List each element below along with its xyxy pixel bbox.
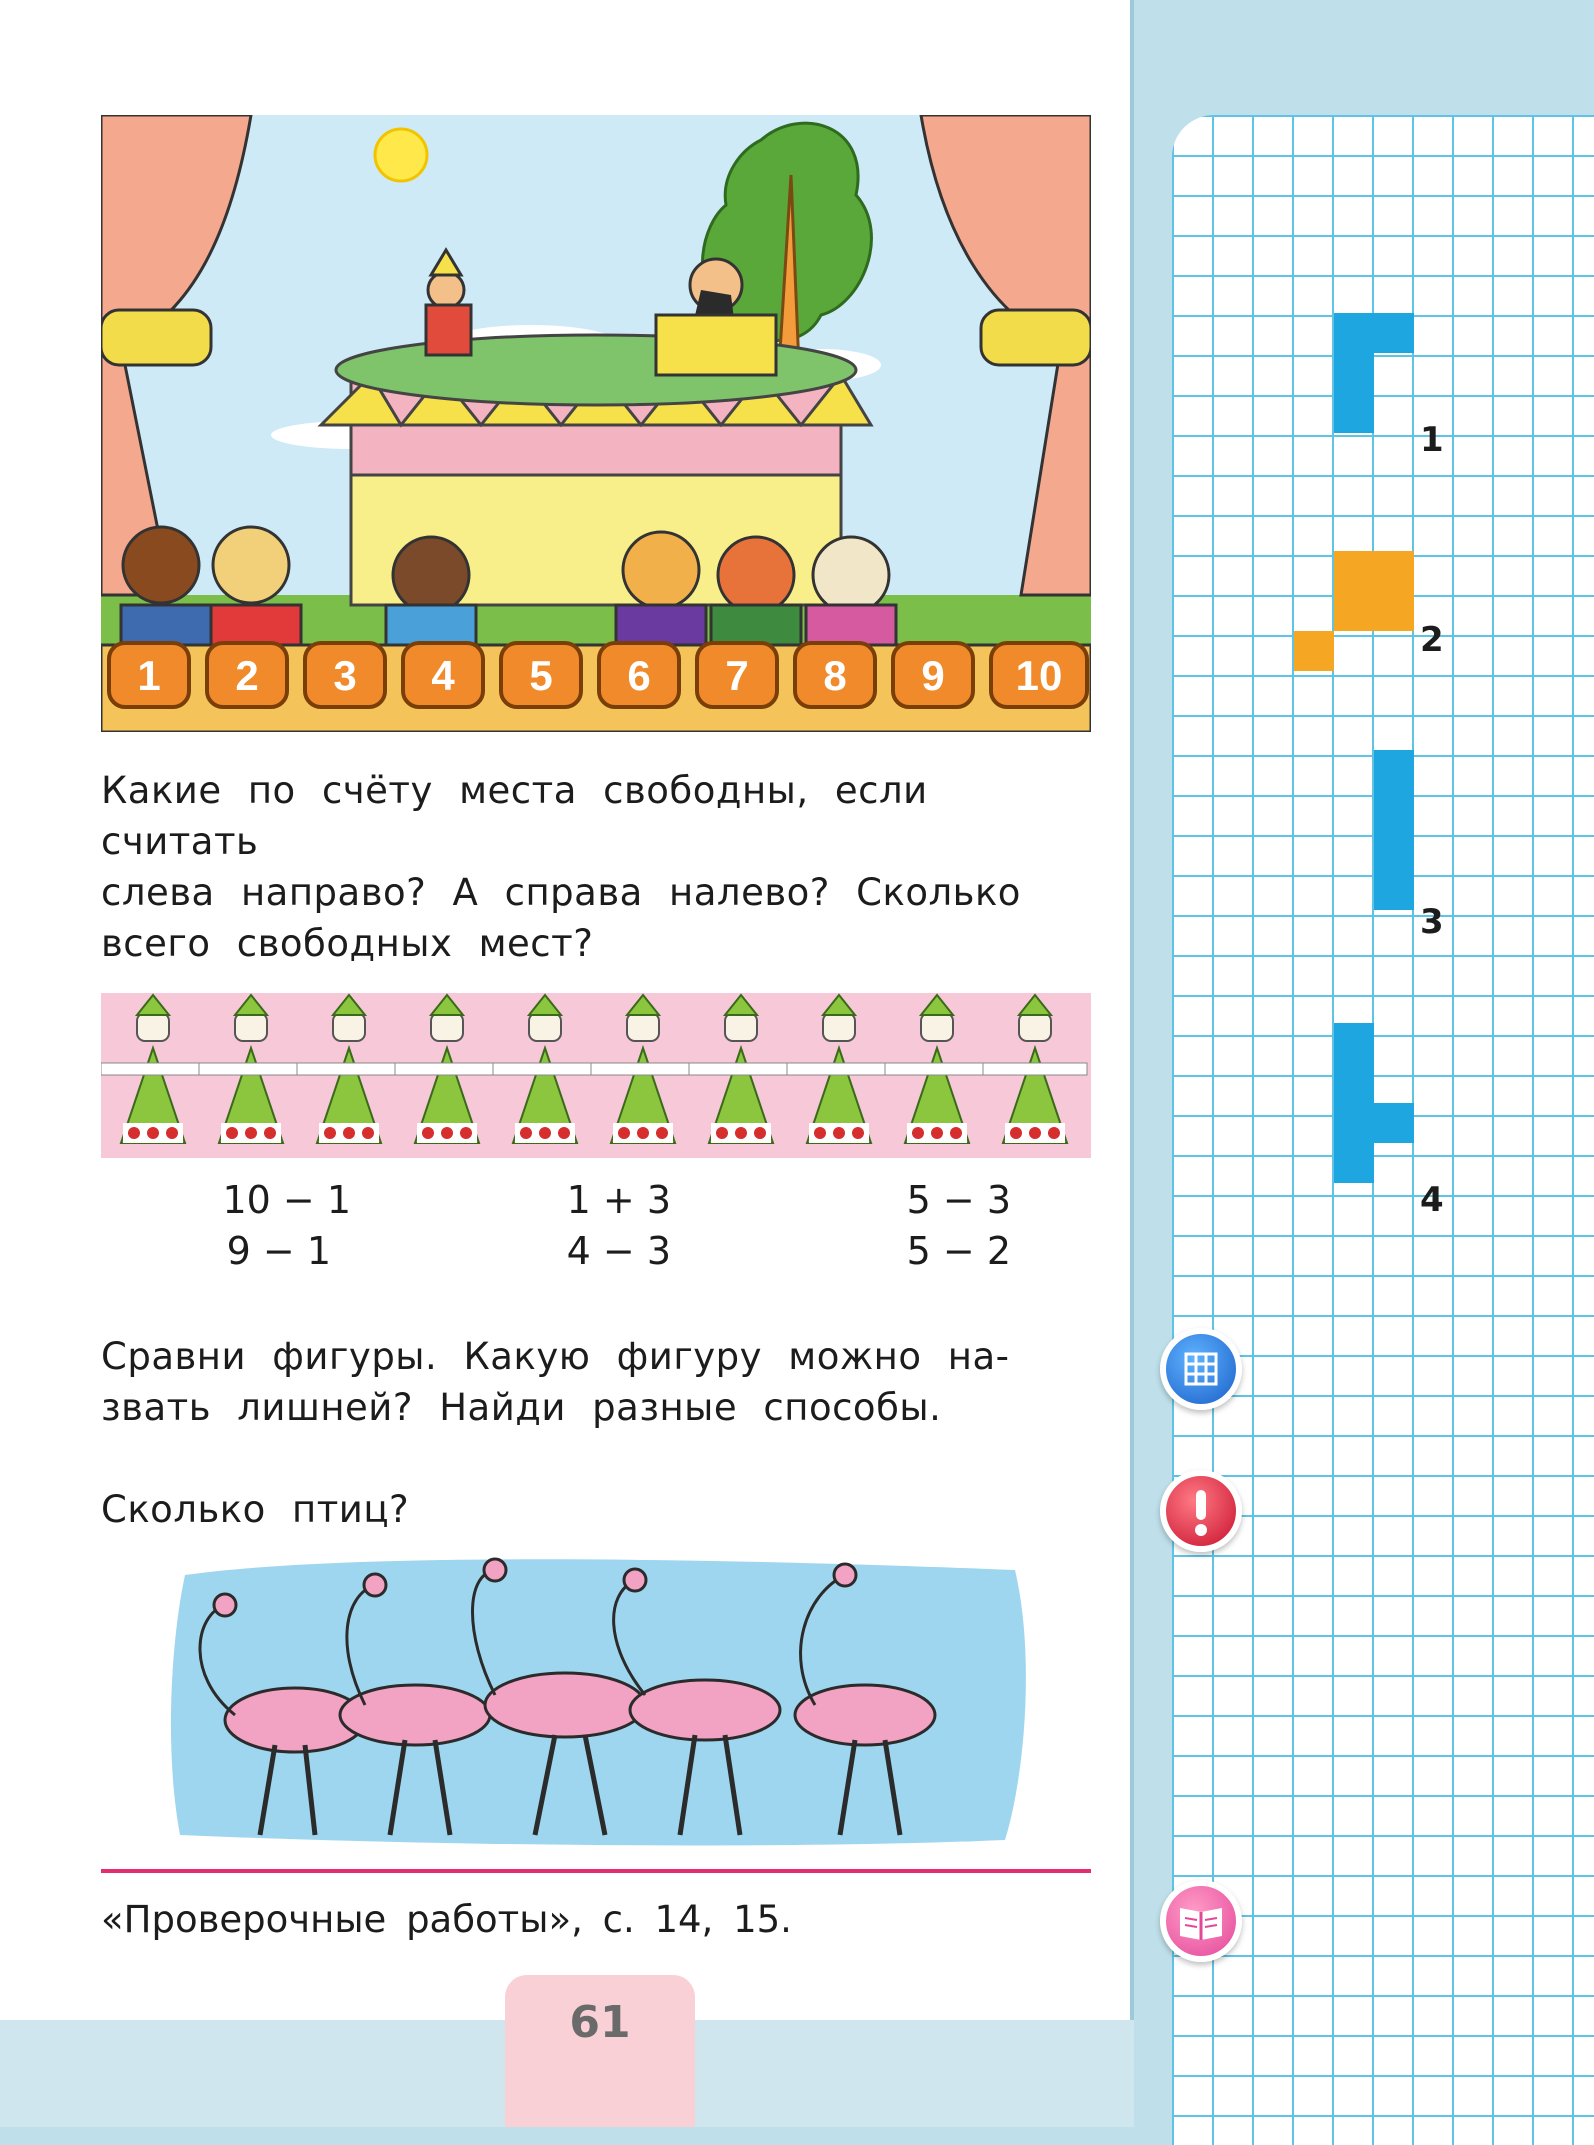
seat-plaque xyxy=(991,643,1087,707)
seat-plaque xyxy=(403,643,483,707)
figure-1-cell xyxy=(1334,393,1374,433)
expression: 9 − 1 xyxy=(226,1229,331,1273)
question-line: всего свободных мест? xyxy=(101,922,594,965)
question-line: слева направо? А справа налево? Сколько xyxy=(101,871,1021,914)
seat-plaque xyxy=(501,643,581,707)
expression: 10 − 1 xyxy=(222,1178,351,1222)
figure-1-cell xyxy=(1334,353,1374,393)
book-icon[interactable] xyxy=(1160,1880,1242,1962)
question-birds xyxy=(101,1484,1091,1535)
question-line: звать лишней? Найди разные способы. xyxy=(101,1386,942,1429)
footnote-divider xyxy=(101,1869,1091,1873)
figure-1-cell xyxy=(1334,313,1374,353)
seat-plaque xyxy=(697,643,777,707)
expression: 4 − 3 xyxy=(566,1229,671,1273)
svg-text:4: 4 xyxy=(431,652,455,699)
seat-plaque xyxy=(599,643,679,707)
page-edge xyxy=(1130,0,1134,2020)
expression: 5 − 3 xyxy=(906,1178,1011,1222)
page-number: 61 xyxy=(505,1975,695,2127)
dolls-illustration xyxy=(101,993,1091,1158)
expression: 1 + 3 xyxy=(566,1178,671,1222)
grid-icon[interactable] xyxy=(1160,1328,1242,1410)
figure-4-cell xyxy=(1374,1103,1414,1143)
figure-2-cell xyxy=(1334,591,1374,631)
seat-plaque xyxy=(305,643,385,707)
svg-text:3: 3 xyxy=(333,652,357,699)
seat-plaque xyxy=(109,643,189,707)
figure-2-cell xyxy=(1374,591,1414,631)
question-figures xyxy=(101,1331,1091,1433)
figure-3-bar xyxy=(1374,750,1414,910)
figure-4-bar xyxy=(1334,1023,1374,1183)
figure-label: 1 xyxy=(1420,420,1444,460)
expressions xyxy=(101,1175,1091,1280)
seat-plaque xyxy=(795,643,875,707)
svg-text:6: 6 xyxy=(627,652,651,699)
seat-plaque xyxy=(893,643,973,707)
footnote-reference: «Проверочные работы», с. 14, 15. xyxy=(101,1898,792,1941)
question-seats xyxy=(101,765,1091,969)
figure-1-cell xyxy=(1374,313,1414,353)
svg-text:9: 9 xyxy=(921,652,945,699)
exclamation-icon[interactable] xyxy=(1160,1470,1242,1552)
figure-label: 3 xyxy=(1420,902,1444,942)
question-line: Сравни фигуры. Какую фигуру можно на- xyxy=(101,1335,1010,1378)
figure-2-cell xyxy=(1294,631,1334,671)
figure-label: 4 xyxy=(1420,1180,1444,1220)
figure-label: 2 xyxy=(1420,620,1444,660)
figure-2-cell xyxy=(1374,551,1414,591)
grid-sidebar xyxy=(1172,115,1594,2145)
question-line: Сколько птиц? xyxy=(101,1488,410,1531)
svg-text:5: 5 xyxy=(529,652,553,699)
flamingos-illustration xyxy=(165,1555,1035,1848)
svg-text:2: 2 xyxy=(235,652,259,699)
seat-plaque xyxy=(207,643,287,707)
svg-text:7: 7 xyxy=(725,652,749,699)
figure-2-cell xyxy=(1334,551,1374,591)
expression: 5 − 2 xyxy=(906,1229,1011,1273)
svg-text:1: 1 xyxy=(137,652,161,699)
puppet-theater-illustration xyxy=(101,115,1091,732)
svg-text:8: 8 xyxy=(823,652,847,699)
question-line: Какие по счёту места свободны, если считать xyxy=(101,769,928,863)
svg-text:10: 10 xyxy=(1015,652,1063,699)
